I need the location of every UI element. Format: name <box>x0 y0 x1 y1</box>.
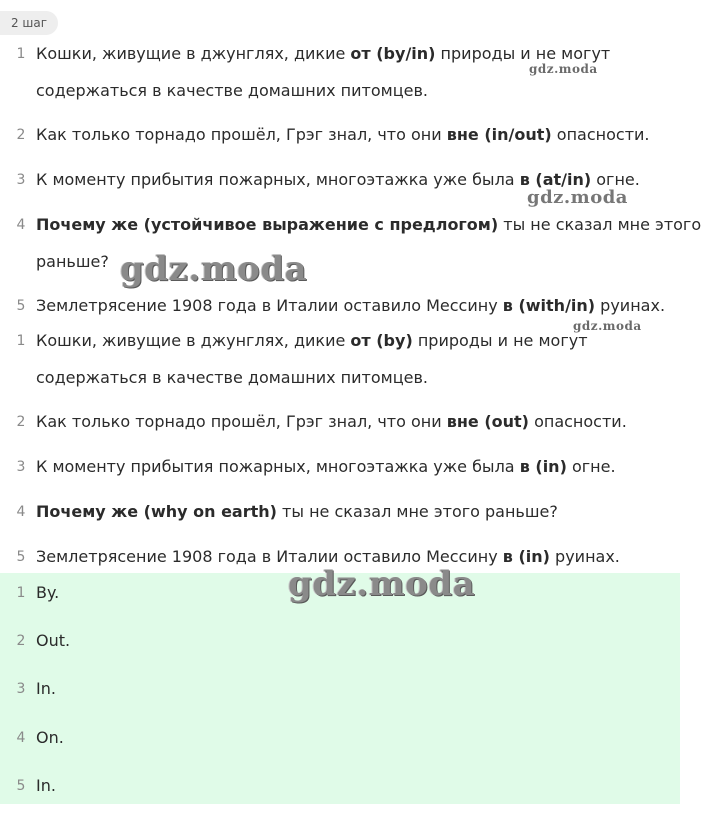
sentence-text <box>36 206 701 243</box>
text-segment: ты не сказал мне этого <box>498 215 701 234</box>
highlight-phrase: вне (out) <box>446 412 529 431</box>
answer-item <box>0 719 680 756</box>
item-number: 5 <box>16 298 26 314</box>
text-segment: Кошки, живущие в джунглях, дикие <box>36 44 351 63</box>
sentence-continuation: раньше? <box>36 252 109 271</box>
text-segment: ты не сказал мне этого раньше? <box>276 502 558 521</box>
sentence-text <box>36 403 672 440</box>
answer-number: 5 <box>16 778 26 794</box>
step-badge: 2 шаг <box>0 11 58 35</box>
text-segment: руинах. <box>549 547 620 566</box>
watermark: gdz.moda <box>288 564 476 604</box>
text-segment: К моменту прибытия пожарных, многоэтажка уже была <box>36 457 520 476</box>
text-segment: Землетрясение 1908 года в Италии оставило Мессину <box>36 547 503 566</box>
item-number: 4 <box>16 504 26 520</box>
item-number: 2 <box>16 414 26 430</box>
watermark: gdz.moda <box>573 319 642 333</box>
sentence-text <box>36 448 672 485</box>
highlight-phrase: в (at/in) <box>519 170 592 189</box>
item-number: 1 <box>16 333 26 349</box>
answer-text: On. <box>36 728 64 747</box>
answer-number: 3 <box>16 681 26 697</box>
highlight-phrase: Почему же (устойчивое выражение с предлогом) <box>36 215 499 234</box>
text-segment: природы и не могут <box>412 331 588 350</box>
text-segment: опасности. <box>551 125 650 144</box>
sentence-continuation: содержаться в качестве домашних питомцев. <box>36 368 428 387</box>
answer-text: In. <box>36 776 56 795</box>
answer-number: 2 <box>16 633 26 649</box>
item-number: 3 <box>16 459 26 475</box>
highlight-phrase: от (by) <box>350 331 413 350</box>
item-number: 5 <box>16 549 26 565</box>
answer-item <box>0 622 680 659</box>
answer-number: 1 <box>16 585 26 601</box>
item-number: 1 <box>16 46 26 62</box>
text-segment: К моменту прибытия пожарных, многоэтажка уже была <box>36 170 520 189</box>
highlight-phrase: в (in) <box>502 547 550 566</box>
text-segment: Кошки, живущие в джунглях, дикие <box>36 331 351 350</box>
highlight-phrase: в (with/in) <box>502 296 596 315</box>
item-number: 2 <box>16 127 26 143</box>
answer-text: In. <box>36 679 56 698</box>
watermark: gdz.moda <box>529 62 598 76</box>
watermark: gdz.moda <box>120 249 308 289</box>
sentence-text <box>36 493 672 530</box>
text-segment: руинах. <box>595 296 666 315</box>
highlight-phrase: Почему же (why on earth) <box>36 502 277 521</box>
text-segment: природы и не могут <box>435 44 611 63</box>
highlight-phrase: от (by/in) <box>350 44 436 63</box>
item-number: 3 <box>16 172 26 188</box>
text-segment: опасности. <box>528 412 627 431</box>
text-segment: Как только торнадо прошёл, Грэг знал, что они <box>36 125 447 144</box>
answer-text: Out. <box>36 631 71 650</box>
text-segment: огне. <box>591 170 640 189</box>
answer-item <box>0 670 680 707</box>
text-segment: Землетрясение 1908 года в Италии оставило Мессину <box>36 296 503 315</box>
answer-number: 4 <box>16 730 26 746</box>
answer-text: By. <box>36 583 60 602</box>
answer-item <box>0 767 680 804</box>
item-number: 4 <box>16 217 26 233</box>
highlight-phrase: вне (in/out) <box>446 125 552 144</box>
text-segment: огне. <box>566 457 616 476</box>
watermark: gdz.moda <box>527 187 628 208</box>
sentence-text <box>36 116 672 153</box>
sentence-continuation: содержаться в качестве домашних питомцев. <box>36 81 428 100</box>
text-segment: Как только торнадо прошёл, Грэг знал, что они <box>36 412 447 431</box>
highlight-phrase: в (in) <box>519 457 567 476</box>
